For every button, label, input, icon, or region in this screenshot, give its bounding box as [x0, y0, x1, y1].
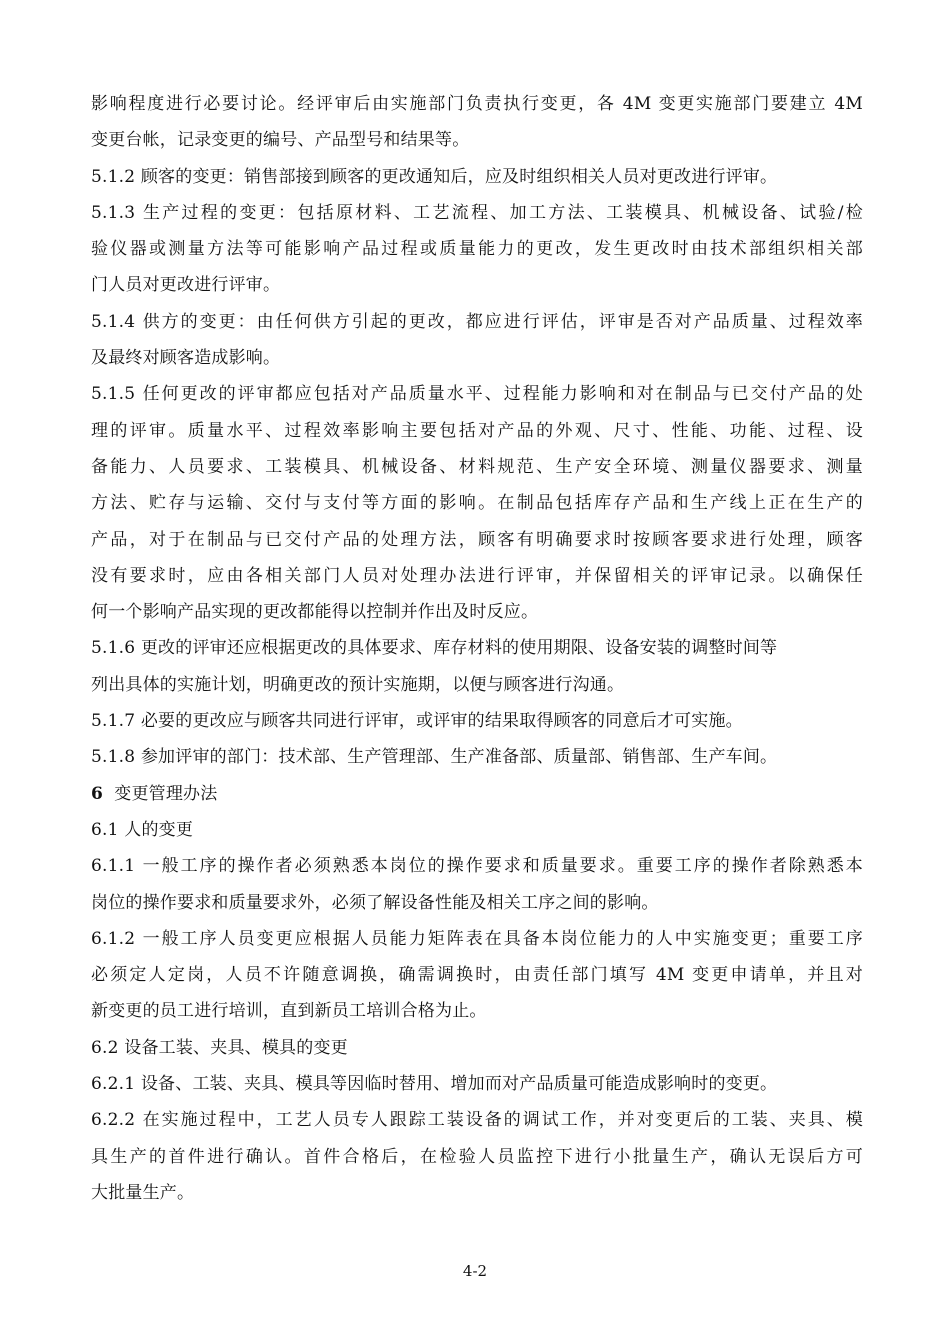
- text-line: 何一个影响产品实现的更改都能得以控制并作出及时反应。: [91, 602, 539, 623]
- text-line: 6.2 设备工装、夹具、模具的变更: [91, 1037, 348, 1058]
- text-line: 影响程度进行必要讨论。经评审后由实施部门负责执行变更，各 4M 变更实施部门要建立 4M: [91, 94, 863, 114]
- paragraph-6-2-1: [91, 1066, 863, 1102]
- text-line: 6.1.2 一般工序人员变更应根据人员能力矩阵表在具备本岗位能力的人中实施变更；重要工序: [91, 928, 863, 949]
- paragraph: [91, 86, 863, 159]
- paragraph-5-1-5: [91, 376, 863, 630]
- text-line: 必须定人定岗，人员不许随意调换，确需调换时，由责任部门填写 4M 变更申请单，并且对: [91, 965, 863, 986]
- page-number: 4-2: [462, 1262, 488, 1280]
- text-line: 5.1.6 更改的评审还应根据更改的具体要求、库存材料的使用期限、设备安装的调整时间等: [91, 638, 778, 659]
- text-line: 及最终对顾客造成影响。: [91, 348, 281, 369]
- text-line: 5.1.4 供方的变更：由任何供方引起的更改，都应进行评估，评审是否对产品质量、过程效率: [91, 311, 863, 332]
- text-line: 6.1 人的变更: [91, 819, 194, 840]
- subsection-heading-6-2: [91, 1030, 863, 1066]
- paragraph-5-1-7: [91, 703, 863, 739]
- text-line: 5.1.2 顾客的变更：销售部接到顾客的更改通知后，应及时组织相关人员对更改进行评审。: [91, 166, 778, 187]
- text-line: 5.1.7 必要的更改应与顾客共同进行评审，或评审的结果取得顾客的同意后才可实施。: [91, 711, 743, 732]
- section-title: 变更管理办法: [114, 783, 218, 804]
- text-line: 新变更的员工进行培训，直到新员工培训合格为止。: [91, 1001, 487, 1022]
- text-line: 5.1.8 参加评审的部门：技术部、生产管理部、生产准备部、质量部、销售部、生产车间。: [91, 747, 778, 768]
- paragraph-5-1-3: [91, 195, 863, 304]
- text-line: 理的评审。质量水平、过程效率影响主要包括对产品的外观、尺寸、性能、功能、过程、设: [91, 420, 863, 441]
- text-line: 备能力、人员要求、工装模具、机械设备、材料规范、生产安全环境、测量仪器要求、测量: [91, 456, 863, 477]
- text-line: 6.2.2 在实施过程中，工艺人员专人跟踪工装设备的调试工作，并对变更后的工装、夹具、模: [91, 1110, 863, 1131]
- paragraph-6-1-1: [91, 848, 863, 921]
- paragraph-6-2-2: [91, 1102, 863, 1211]
- paragraph-5-1-4: [91, 304, 863, 377]
- paragraph-5-1-6: [91, 630, 863, 703]
- subsection-heading-6-1: [91, 812, 863, 848]
- text-line: 列出具体的实施计划，明确更改的预计实施期，以便与顾客进行沟通。: [91, 674, 625, 695]
- text-line: 产品，对于在制品与已交付产品的处理方法，顾客有明确要求时按顾客要求进行处理，顾客: [91, 529, 863, 550]
- text-line: 5.1.3 生产过程的变更：包括原材料、工艺流程、加工方法、工装模具、机械设备、试验/检: [91, 202, 863, 223]
- document-body: [91, 86, 863, 1211]
- text-line: 6.1.1 一般工序的操作者必须熟悉本岗位的操作要求和质量要求。重要工序的操作者除熟悉本: [91, 856, 863, 877]
- text-line: 变更台帐，记录变更的编号、产品型号和结果等。: [91, 130, 470, 151]
- text-line: 具生产的首件进行确认。首件合格后，在检验人员监控下进行小批量生产，确认无误后方可: [91, 1146, 863, 1167]
- text-line: 5.1.5 任何更改的评审都应包括对产品质量水平、过程能力影响和对在制品与已交付产品的处: [91, 384, 863, 405]
- heading-line: [91, 776, 863, 812]
- text-line: 验仪器或测量方法等可能影响产品过程或质量能力的更改，发生更改时由技术部组织相关部: [91, 239, 863, 260]
- paragraph-5-1-8: [91, 739, 863, 775]
- paragraph-6-1-2: [91, 921, 863, 1030]
- text-line: 方法、贮存与运输、交付与支付等方面的影响。在制品包括库存产品和生产线上正在生产的: [91, 493, 863, 514]
- text-line: 没有要求时，应由各相关部门人员对处理办法进行评审，并保留相关的评审记录。以确保任: [91, 565, 863, 586]
- section-number: 6: [91, 783, 104, 804]
- text-line: 大批量生产。: [91, 1182, 195, 1203]
- paragraph-5-1-2: [91, 159, 863, 195]
- section-heading-6: [91, 776, 863, 812]
- text-line: 门人员对更改进行评审。: [91, 275, 281, 296]
- text-line: 岗位的操作要求和质量要求外，必须了解设备性能及相关工序之间的影响。: [91, 892, 659, 913]
- text-line: 6.2.1 设备、工装、夹具、模具等因临时替用、增加而对产品质量可能造成影响时的变更。: [91, 1074, 778, 1095]
